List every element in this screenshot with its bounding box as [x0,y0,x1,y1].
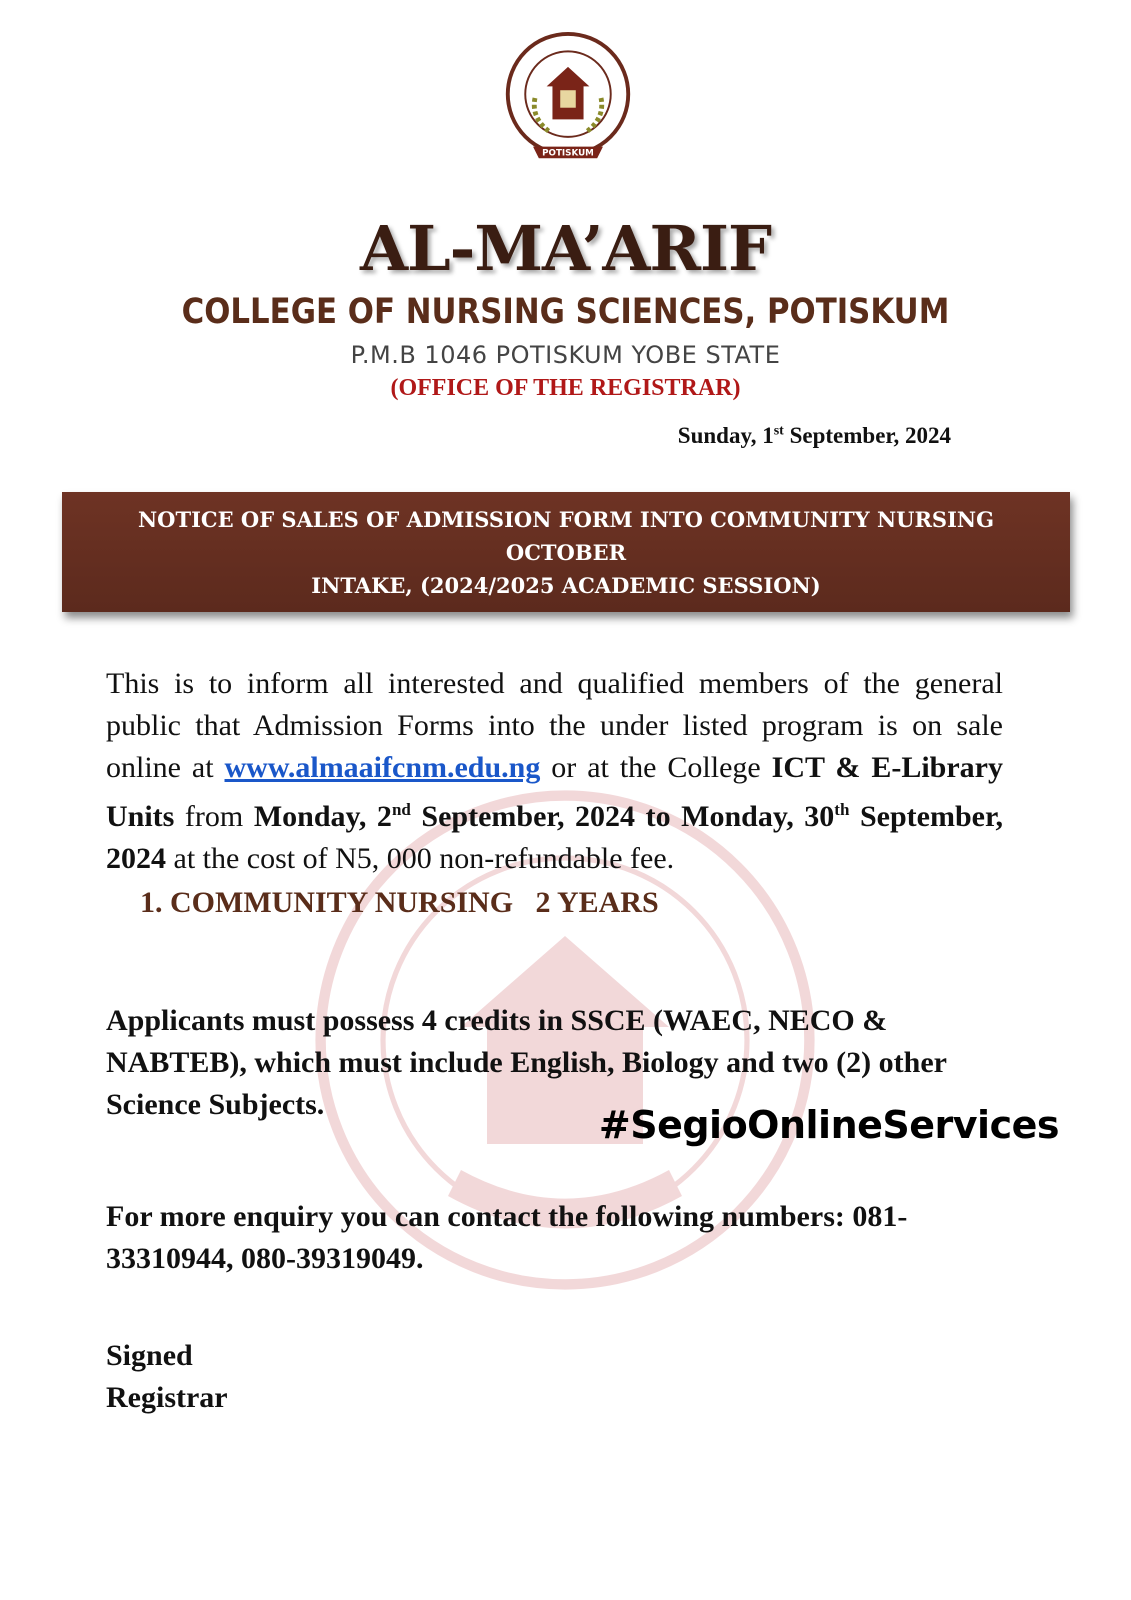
signature-block [106,1335,228,1419]
signed-label: Signed [106,1339,193,1372]
enquiry-paragraph: For more enquiry you can contact the following numbers: 081-33310944, 080-39319049. [106,1200,908,1275]
registrar-label: Registrar [106,1381,228,1414]
office-title: (OFFICE OF THE REGISTRAR) [390,375,741,401]
website-link[interactable]: www.almaaifcnm.edu.ng [224,751,541,784]
notice-heading-line1: NOTICE OF SALES OF ADMISSION FORM INTO COMMUNITY NURSING OCTOBER [137,506,995,565]
logo-ribbon-text: POTISKUM [542,148,594,159]
college-address: P.M.B 1046 POTISKUM YOBE STATE [350,341,781,369]
notice-heading-line2: INTAKE, (2024/2025 ACADEMIC SESSION) [311,572,821,598]
hashtag-watermark: #SegioOnlineServices [598,1103,1059,1147]
notice-date: Sunday, 1st September, 2024 [677,423,951,448]
college-full-name: COLLEGE OF NURSING SCIENCES, POTISKUM [181,292,950,332]
notice-banner [62,492,1070,612]
college-short-name: AL-MA’ARIF [359,212,772,285]
program-item: 1. COMMUNITY NURSING 2 YEARS [140,886,659,919]
intro-paragraph: This is to inform all interested and qualified members of the general public that Admission Forms into the under listed program is on sale online at www.almaaifcnm.edu.ng or at the College ICT & E-Library Units from Monday, 2nd September, 2024 to Monday, 30th September, 2024 at the cost of N5, 000 non-refundable fee. [106,667,1004,875]
notice-heading [91,503,1041,602]
requirements-paragraph: Applicants must possess 4 credits in SSCE (WAEC, NECO & NABTEB), which must include English, Biology and two (2) other Science Subjects. [106,1004,947,1121]
college-logo [500,30,636,166]
